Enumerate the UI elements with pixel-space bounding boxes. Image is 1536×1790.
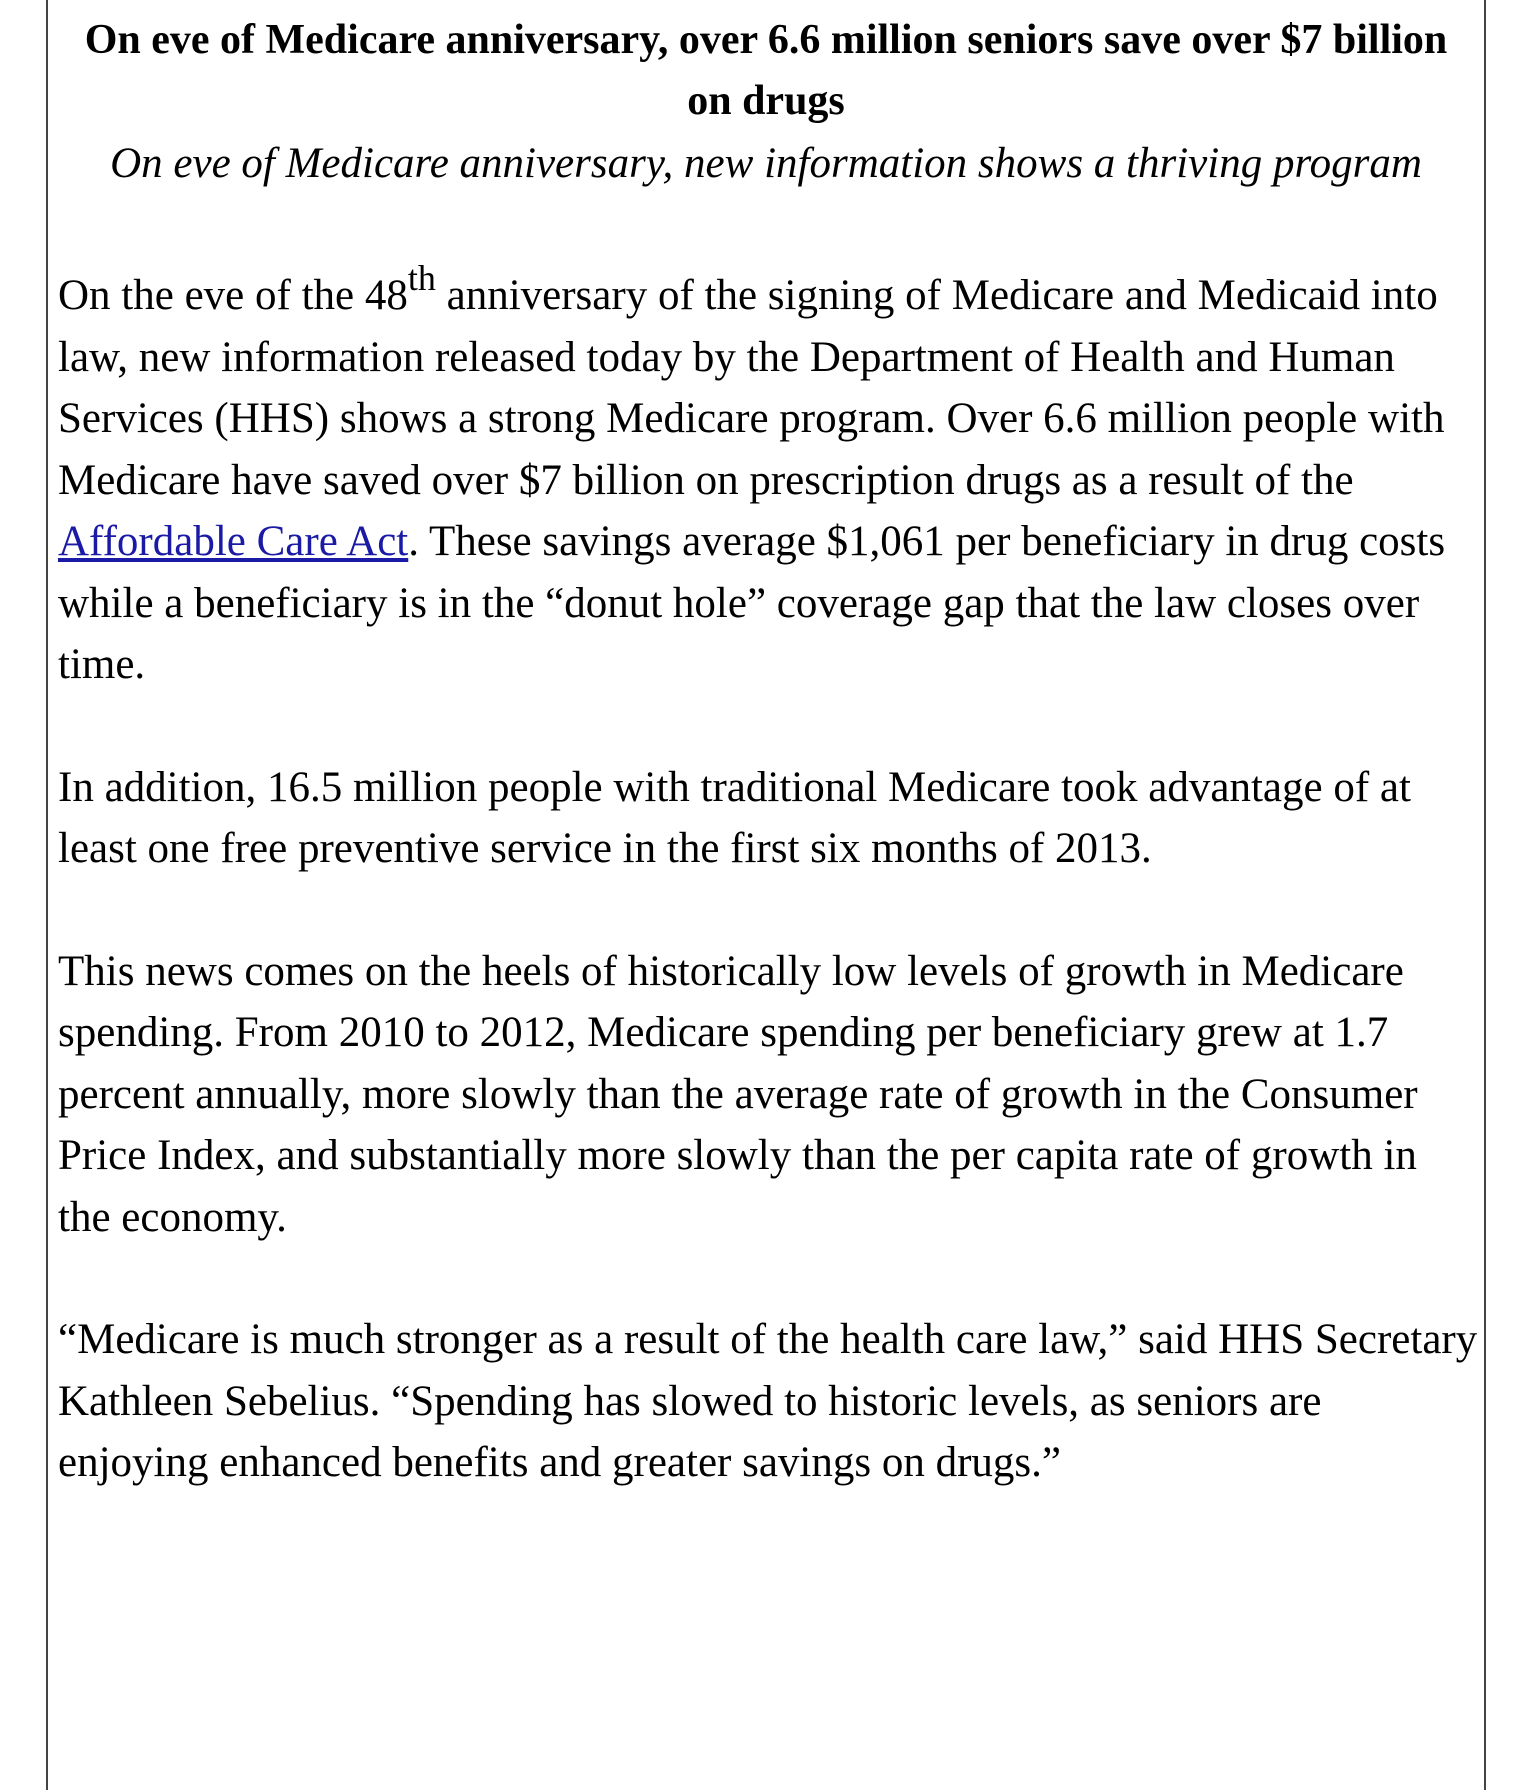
paragraph-text: . These savings average $1,061 per beneficiary in drug costs while a beneficiary is in the “donut hole” coverage gap that the law closes over time. xyxy=(58,518,1446,688)
paragraph-text: anniversary of the signing of Medicare and Medicaid into law, new information released today by the Department of Health and Human Services (HHS) shows a strong Medicare program. Over 6.6 million people with Medicare have saved over $7 billion on prescription drugs as a result of the xyxy=(58,272,1445,504)
paragraph-preventive-services: In addition, 16.5 million people with traditional Medicare took advantage of at least one free preventive service in the first six months of 2013. xyxy=(58,763,1411,872)
paragraph-sebelius-quote: “Medicare is much stronger as a result of the health care law,” said HHS Secretary Kathleen Sebelius. “Spending has slowed to historic levels, as seniors are enjoying enhanced benefits and greater savings on drugs.” xyxy=(58,1316,1478,1486)
paragraph-spending-growth: This news comes on the heels of historically low levels of growth in Medicare spending. From 2010 to 2012, Medicare spending per beneficiary grew at 1.7 percent annually, more slowly than the average rate of growth in the Consumer Price Index, and substantially more slowly than the per capita rate of growth in the economy. xyxy=(58,947,1418,1241)
anniversary-number: 48 xyxy=(364,272,408,319)
affordable-care-act-link[interactable]: Affordable Care Act xyxy=(58,518,409,565)
paragraph-text: On the eve of the xyxy=(58,272,365,319)
document-frame xyxy=(46,0,1486,1790)
ordinal-suffix: th xyxy=(407,257,436,298)
paragraph-anniversary xyxy=(48,257,1484,696)
article-subheadline: On eve of Medicare anniversary, new information shows a thriving program xyxy=(110,140,1422,187)
article-headline: On eve of Medicare anniversary, over 6.6 million seniors save over $7 billion on drugs xyxy=(84,17,1448,124)
